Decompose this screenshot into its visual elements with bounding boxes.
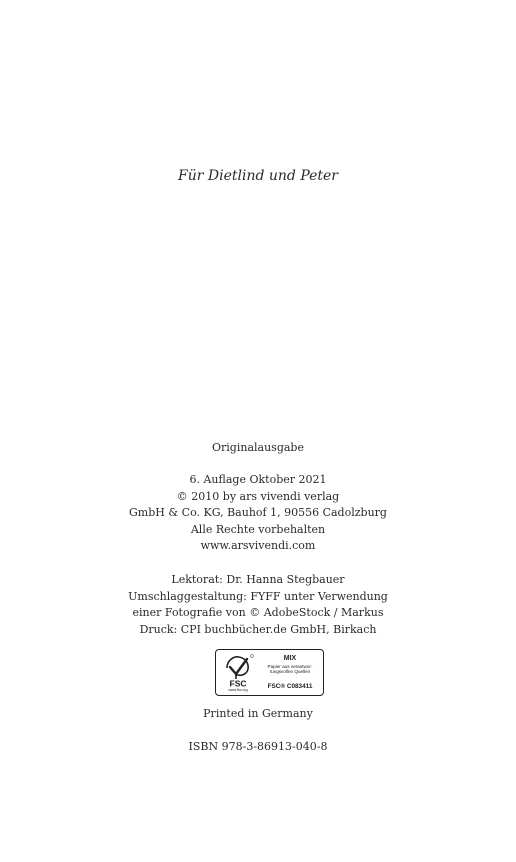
printed-in-block <box>0 706 516 723</box>
fsc-tree-check-icon <box>221 653 255 691</box>
edition-text: Originalausgabe <box>212 441 304 454</box>
credits-block <box>0 572 516 638</box>
publisher-address: GmbH & Co. KG, Bauhof 1, 90556 Cadolzburg <box>129 506 387 519</box>
edition-date: 6. Auflage Oktober 2021 <box>189 473 327 486</box>
fsc-description <box>258 664 322 674</box>
dedication: Für Dietlind und Peter <box>178 168 338 184</box>
fsc-mark: FSC <box>229 678 247 689</box>
fsc-license-code: FSC® C083411 <box>267 683 313 690</box>
photo-credit: einer Fotografie von © AdobeStock / Markus <box>132 606 384 619</box>
fsc-description-line2: tungsvollen Quellen <box>269 669 311 674</box>
edition-label <box>0 440 516 457</box>
printed-in: Printed in Germany <box>203 707 313 720</box>
publisher-website: www.arsvivendi.com <box>200 539 316 552</box>
cover-design-credit: Umschlaggestaltung: FYFF unter Verwendung <box>128 589 388 603</box>
editor-credit: Lektorat: Dr. Hanna Stegbauer <box>171 573 345 586</box>
publisher-info <box>0 472 516 555</box>
fsc-website: www.fsc.org <box>228 688 248 692</box>
isbn: ISBN 978-3-86913-040-8 <box>188 740 328 753</box>
isbn-block <box>0 739 516 756</box>
fsc-logo <box>215 649 324 696</box>
copyright-line: © 2010 by ars vivendi verlag <box>176 489 340 503</box>
printer-credit: Druck: CPI buchbücher.de GmbH, Birkach <box>139 622 377 636</box>
rights-reserved: Alle Rechte vorbehalten <box>190 522 326 536</box>
fsc-description-line1: Papier aus verantwor- <box>267 664 313 669</box>
fsc-mix-label: MIX <box>283 655 297 662</box>
